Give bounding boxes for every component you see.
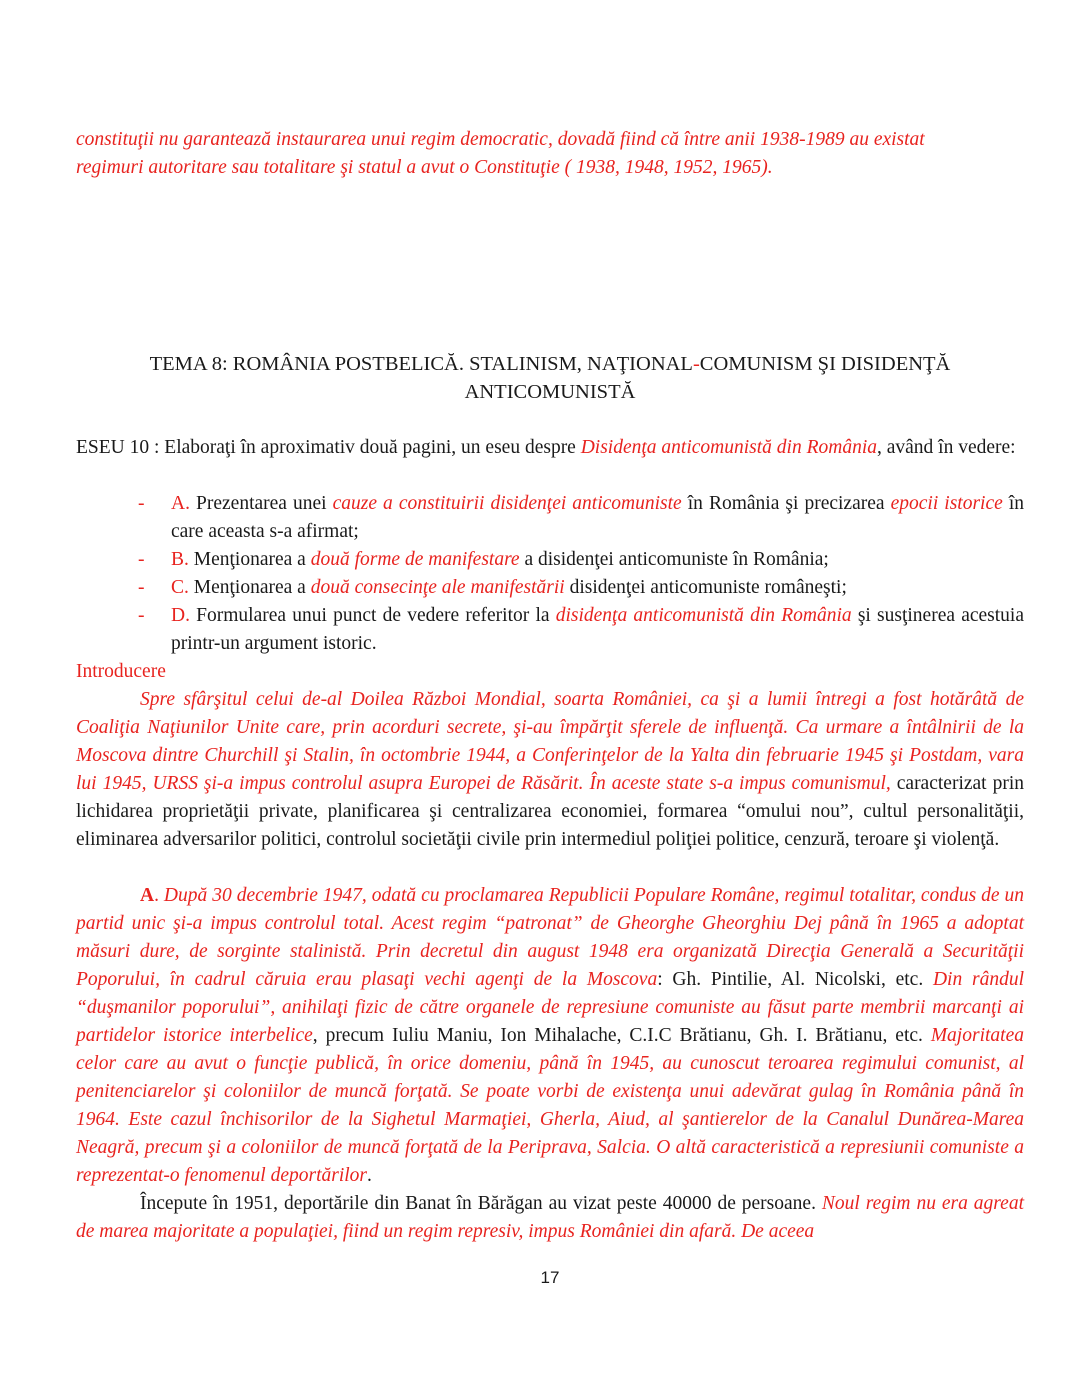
page-title: TEMA 8: ROMÂNIA POSTBELICĂ. STALINISM, NAŢIONAL-COMUNISM ŞI DISIDENŢĂ ANTICOMUNISTĂ — [149, 353, 951, 403]
page-number: 17 — [540, 1268, 560, 1287]
essay-topic: Disidenţa anticomunistă din România — [580, 437, 877, 458]
top-line-1: constituţii nu garantează instaurarea unui regim democratic, dovadă fiind că între anii 1938-1989 au existat — [76, 129, 925, 150]
intro-paragraph: Spre sfârşitul celui de-al Doilea Război Mondial, soarta României, ca şi a lumii întregi a fost hotărâtă de Coaliţia Naţiunilor Unite care, prin acorduri secrete, şi-au împărţit sferele de influenţă. Ca urmare a întâlnirii de la Moscova dintre Churchill şi Stalin, în octombrie 1944, a Conferinţelor de la Yalta din februarie 1945 şi Postdam, vara lui 1945, URSS şi-a impus controlul asupra Europei de Răsărit. În aceste state s-a impus comunismul, caracterizat prin lichidarea proprietăţii private, planificarea şi centralizarea economiei, formarea “omului nou”, cultul personalităţii, eliminarea adversarilor politici, controlul societăţii civile prin intermediul poliţiei politice, cenzură, teroare şi violenţă. — [76, 689, 1024, 850]
title-line-2: ANTICOMUNISTĂ — [464, 381, 636, 403]
intro-heading: Introducere — [76, 661, 166, 682]
final-paragraph: Începute în 1951, deportările din Banat în Bărăgan au vizat peste 40000 de persoane. Noul regim nu era agreat de marea majoritate a populaţiei, fiind un regim represiv, impus României din afară. De aceea — [76, 1193, 1024, 1242]
requirements-list — [76, 490, 1024, 658]
title-hyphen: - — [692, 353, 700, 375]
requirement-a: - A. Prezentarea unei cauze a constituirii disidenţei anticomuniste în România şi precizarea epocii istorice în care aceasta s-a afirmat; — [138, 493, 1024, 542]
requirement-d: - D. Formularea unui punct de vedere referitor la disidenţa anticomunistă din România şi susţinerea acestuia printr-un argument istoric. — [138, 605, 1024, 654]
requirement-c: - C. Menţionarea a două consecinţe ale manifestării disidenţei anticomuniste româneşti; — [138, 577, 847, 598]
top-line-2: regimuri autoritare sau totalitare şi statul a avut o Constituţie ( 1938, 1948, 1952, 1965). — [76, 157, 773, 178]
essay-prompt: ESEU 10 : Elaboraţi în aproximativ două pagini, un eseu despre Disidenţa anticomunistă din România, având în vedere: — [76, 437, 1016, 458]
requirement-b: - B. Menţionarea a două forme de manifestare a disidenţei anticomuniste în România; — [138, 549, 829, 570]
top-paragraph — [76, 126, 1024, 182]
section-a-paragraph: A. După 30 decembrie 1947, odată cu proclamarea Republicii Populare Române, regimul totalitar, condus de un partid unic şi-a impus controlul total. Acest regim “patronat” de Gheorghe Gheorghiu Dej până în 1965 a adoptat măsuri dure, de sorginte stalinistă. Prin decretul din august 1948 era organizată Direcţia Generală a Securităţii Poporului, în cadrul căruia erau plasaţi vechi agenţi de la Moscova: Gh. Pintilie, Al. Nicolski, etc. Din rândul “duşmanilor poporului”, anihilaţi fizic de către organele de represiune comuniste au făsut parte membrii marcanţi ai partidelor istorice interbelice, precum Iuliu Maniu, Ion Mihalache, C.I.C Brătianu, Gh. I. Brătianu, etc. Majoritatea celor care au avut o funcţie publică, în orice domeniu, până în 1945, au cunoscut teroarea regimului comunist, al penitenciarelor şi coloniilor de muncă forţată. Se poate vorbi de existenţa unui adevărat gulag în România până în 1964. Este cazul închisorilor de la Sighetul Marmaţiei, Gherla, Aiud, al şantierelor de la Canalul Dunărea-Marea Neagră, precum şi a coloniilor de muncă forţată de la Periprava, Salcia. O altă caracteristică a represiunii comuniste a reprezentat-o fenomenul deportărilor. — [76, 885, 1024, 1186]
section-a-label: A — [140, 885, 155, 906]
